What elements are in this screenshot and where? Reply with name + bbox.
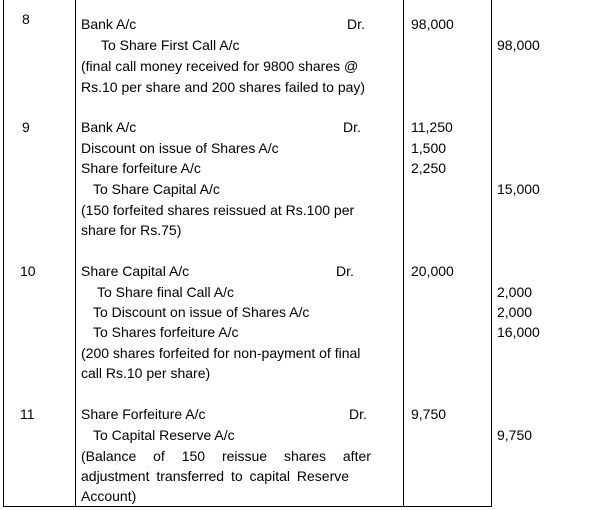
narration-line: adjustment transferred to capital Reserve [81, 468, 350, 484]
column-divider-debit [403, 0, 404, 507]
credit-account: To Share First Call A/c [101, 37, 240, 53]
debit-amount: 9,750 [411, 406, 447, 422]
debit-amount: 20,000 [411, 263, 454, 279]
credit-amount: 98,000 [497, 37, 540, 53]
dr-label: Dr. [347, 16, 365, 32]
table-border-left [3, 0, 4, 507]
entry-number: 9 [22, 119, 30, 135]
debit-account: Discount on issue of Shares A/c [81, 140, 279, 156]
narration-line: Account) [81, 488, 137, 504]
credit-account: To Capital Reserve A/c [93, 427, 235, 443]
credit-amount: 16,000 [497, 324, 540, 340]
credit-account: To Discount on issue of Shares A/c [93, 304, 310, 320]
column-divider-particulars [75, 0, 76, 507]
debit-amount: 11,250 [411, 119, 453, 135]
column-divider-credit [491, 0, 492, 507]
credit-amount: 9,750 [497, 427, 533, 443]
debit-amount: 1,500 [411, 140, 447, 156]
credit-account: To Shares forfeiture A/c [93, 324, 239, 340]
narration-line: (150 forfeited shares reissued at Rs.100 per [81, 202, 355, 218]
narration-line: (200 shares forfeited for non-payment of final [81, 345, 361, 361]
debit-amount: 2,250 [411, 160, 447, 176]
narration-line: share for Rs.75) [81, 222, 182, 238]
entry-number: 10 [20, 263, 36, 279]
credit-amount: 2,000 [497, 304, 533, 320]
debit-account: Share Forfeiture A/c [81, 406, 206, 422]
credit-amount: 2,000 [497, 284, 533, 300]
table-border-bottom [3, 506, 492, 507]
credit-amount: 15,000 [497, 181, 540, 197]
narration-line: (Balance of 150 reissue shares after [81, 448, 371, 464]
narration-line: Rs.10 per share and 200 shares failed to pay) [81, 79, 366, 95]
credit-account: To Share Capital A/c [93, 181, 220, 197]
narration-line: (final call money received for 9800 shares @ [81, 58, 359, 74]
entry-number: 8 [22, 11, 30, 27]
debit-amount: 98,000 [411, 16, 454, 32]
dr-label: Dr. [336, 263, 354, 279]
entry-number: 11 [20, 406, 35, 422]
dr-label: Dr. [343, 119, 361, 135]
debit-account: Share Capital A/c [81, 263, 190, 279]
narration-line: call Rs.10 per share) [81, 365, 211, 381]
debit-account: Bank A/c [81, 119, 137, 135]
debit-account: Bank A/c [81, 16, 137, 32]
debit-account: Share forfeiture A/c [81, 160, 201, 176]
dr-label: Dr. [349, 406, 367, 422]
credit-account: To Share final Call A/c [97, 284, 234, 300]
